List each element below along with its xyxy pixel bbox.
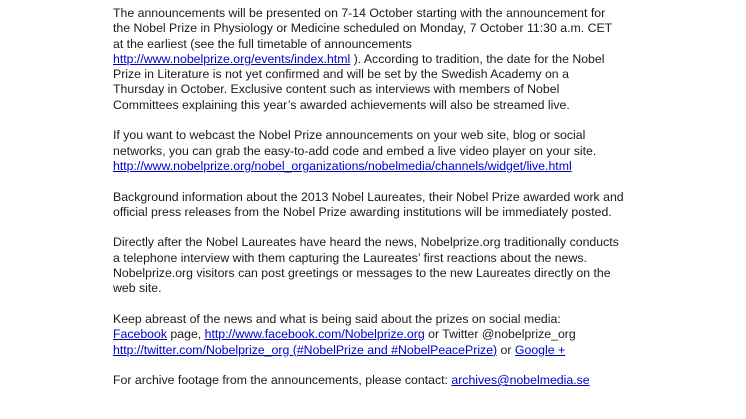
live-widget-link[interactable]: http://www.nobelprize.org/nobel_organizations/nobelmedia/channels/widget/live.html	[113, 158, 572, 173]
paragraph-background	[113, 190, 746, 221]
text-line: Prize in Literature is not yet confirmed and will be set by the Swedish Academy on a	[113, 67, 569, 82]
text-line: a telephone interview with them capturing the Laureates’ first reactions about the news.	[113, 250, 587, 265]
text-fragment: ). According to tradition, the date for the Nobel	[350, 51, 605, 66]
text-fragment: For archive footage from the announcements, please contact:	[113, 373, 452, 388]
text-line: official press releases from the Nobel Prize awarding institutions will be immediately posted.	[113, 204, 612, 219]
text-line: at the earliest (see the full timetable of announcements	[113, 36, 412, 51]
text-line: Directly after the Nobel Laureates have heard the news, Nobelprize.org traditionally conducts	[113, 235, 619, 250]
text-line: Thursday in October. Exclusive content such as interviews with members of Nobel	[113, 82, 560, 97]
text-line: Committees explaining this year’s awarded achievements will also be streamed live.	[113, 97, 570, 112]
google-plus-link[interactable]: Google +	[514, 342, 566, 357]
text-line: the Nobel Prize in Physiology or Medicine scheduled on Monday, 7 October 11:30 a.m. CET	[113, 21, 613, 36]
archives-email-link[interactable]: archives@nobelmedia.se	[451, 373, 590, 388]
paragraph-archive	[113, 373, 746, 388]
text-fragment: page,	[167, 327, 205, 342]
paragraph-webcast	[113, 128, 746, 174]
paragraph-interviews	[113, 235, 746, 296]
text-line: Nobelprize.org visitors can post greetings or messages to the new Laureates directly on the	[113, 266, 611, 281]
events-timetable-link[interactable]: http://www.nobelprize.org/events/index.html	[113, 51, 351, 66]
text-line	[113, 373, 746, 388]
text-fragment: or Twitter @nobelprize_org	[424, 327, 576, 342]
document-body	[113, 6, 746, 404]
text-line: networks, you can grab the easy-to-add code and embed a live video player on your site.	[113, 143, 597, 158]
text-line: The announcements will be presented on 7-14 October starting with the announcement for	[113, 6, 606, 20]
text-line: Background information about the 2013 Nobel Laureates, their Nobel Prize awarded work and	[113, 189, 624, 204]
text-fragment: or	[497, 342, 515, 357]
paragraph-announcements	[113, 6, 746, 113]
paragraph-social-media	[113, 312, 746, 358]
twitter-url-link[interactable]: http://twitter.com/Nobelprize_org (#NobelPrize and #NobelPeacePrize)	[113, 342, 498, 357]
text-line	[113, 159, 746, 174]
text-line	[113, 327, 746, 342]
text-line: web site.	[113, 281, 162, 296]
text-line: Keep abreast of the news and what is being said about the prizes on social media:	[113, 311, 561, 326]
text-line: If you want to webcast the Nobel Prize announcements on your web site, blog or social	[113, 128, 586, 143]
facebook-link[interactable]: Facebook	[113, 327, 168, 342]
text-line	[113, 52, 746, 67]
text-line	[113, 343, 746, 358]
facebook-url-link[interactable]: http://www.facebook.com/Nobelprize.org	[204, 327, 425, 342]
